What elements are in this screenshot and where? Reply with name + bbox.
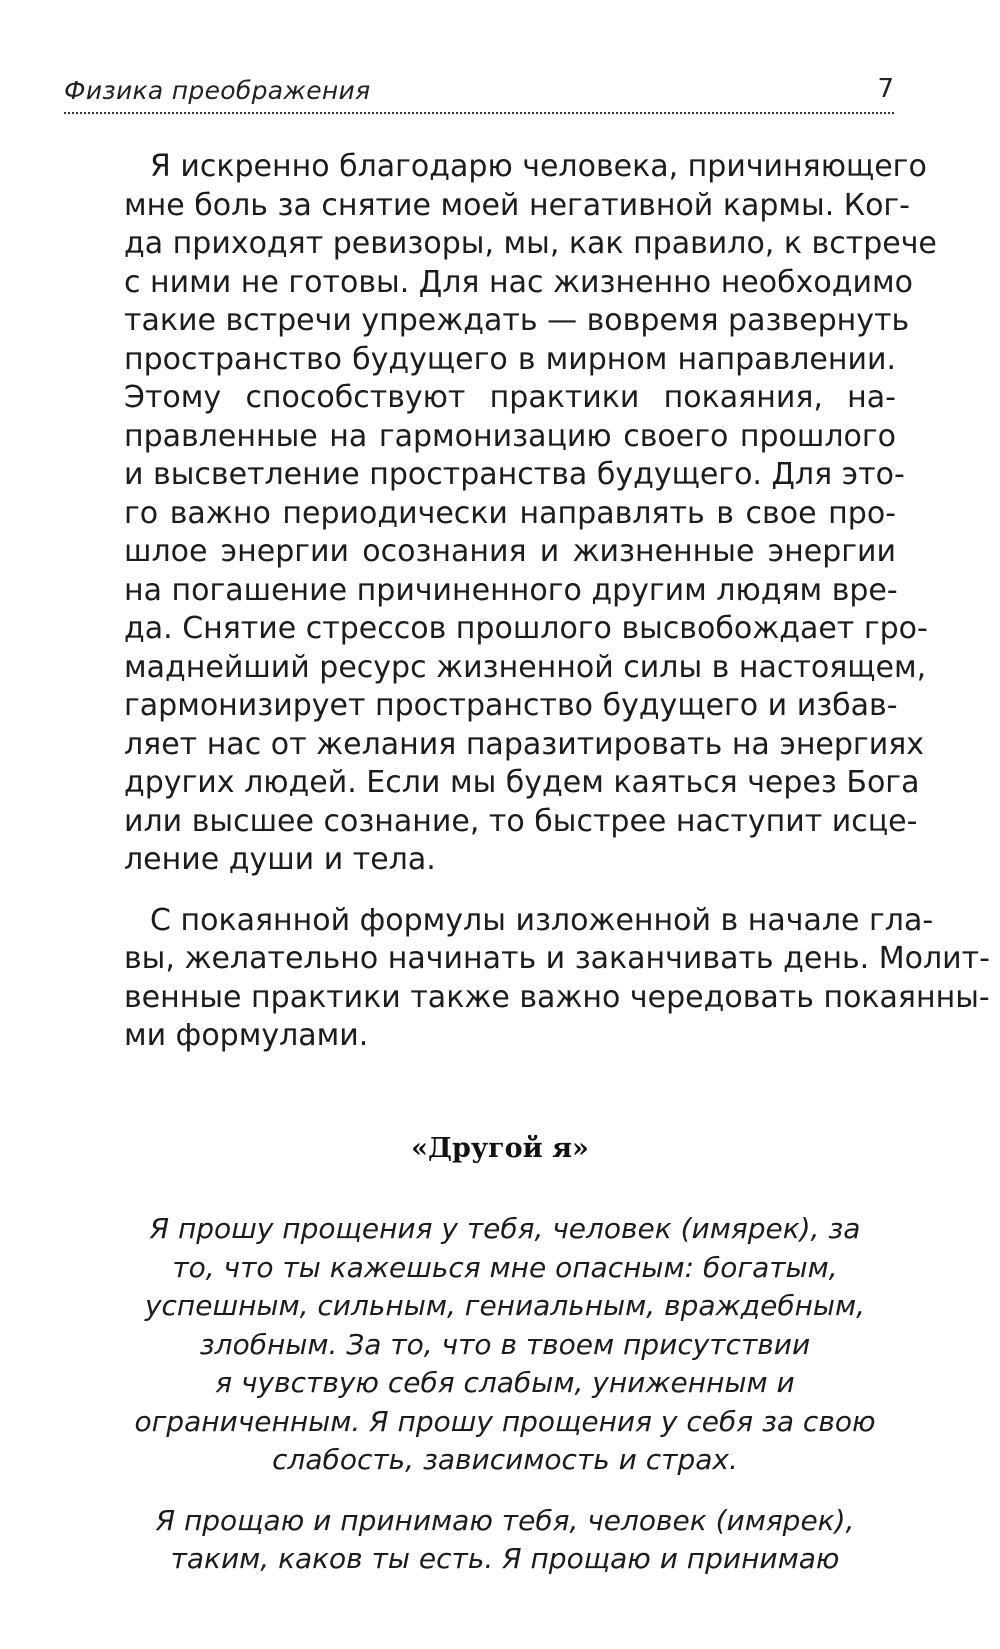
text-line: правленные на гармонизацию своего прошлого xyxy=(124,418,896,454)
text-line: других людей. Если мы будем каяться через Бога xyxy=(124,765,920,800)
paragraph-2 xyxy=(124,902,990,1056)
section-title: «Другой я» xyxy=(411,1133,589,1164)
text-line: С покаянной формулы изложенной в начале гла- xyxy=(150,902,934,938)
prayer-line: я чувствую себя слабым, униженным и xyxy=(215,1366,795,1399)
text-line: маднейший ресурс жизненной силы в настоящем, xyxy=(124,649,927,685)
prayer-line: слабость, зависимость и страх. xyxy=(272,1443,738,1476)
prayer-line: злобным. За то, что в твоем присутствии xyxy=(199,1327,811,1361)
text-line: на погашение причиненного другим людям вре- xyxy=(124,572,898,608)
text-line: ляет нас от желания паразитировать на энергиях xyxy=(124,726,924,762)
text-line: с ними не готовы. Для нас жизненно необходимо xyxy=(124,264,913,300)
text-line: такие встречи упреждать — вовремя развернуть xyxy=(124,303,910,338)
text-line: или высшее сознание, то быстрее наступит исце- xyxy=(124,803,918,839)
text-line: да приходят ревизоры, мы, как правило, к встрече xyxy=(124,226,937,261)
page-number: 7 xyxy=(877,74,894,104)
paragraph-1 xyxy=(124,148,937,880)
prayer-line: таким, каков ты есть. Я прощаю и принимаю xyxy=(170,1542,840,1575)
text-line: гармонизирует пространство будущего и избав- xyxy=(124,688,898,723)
prayer-line: то, что ты кажешься мне опасным: богатым, xyxy=(172,1250,838,1284)
prayer-stanza-2 xyxy=(100,1502,910,1579)
text-line: шлое энергии осознания и жизненные энергии xyxy=(124,534,896,569)
body-text xyxy=(124,148,990,1056)
running-title: Физика преображения xyxy=(64,76,371,105)
text-line: Я искренно благодарю человека, причиняющего xyxy=(150,149,927,184)
prayer-line: ограниченным. Я прошу прощения у себя за свою xyxy=(134,1404,876,1438)
prayer-line: Я прошу прощения у тебя, человек (имярек), за xyxy=(149,1212,861,1245)
text-line: пространство будущего в мирном направлении. xyxy=(124,341,896,377)
text-line: да. Снятие стрессов прошлого высвобождает гро- xyxy=(124,611,928,646)
running-header xyxy=(64,72,894,114)
prayer-line: успешным, сильным, гениальным, враждебным, xyxy=(144,1289,866,1322)
text-line: мне боль за снятие моей негативной кармы. Ког- xyxy=(124,187,911,223)
text-line: и высветление пространства будущего. Для это- xyxy=(124,457,905,492)
text-line: Этому способствуют практики покаяния, на- xyxy=(124,380,896,415)
prayer-text xyxy=(100,1210,910,1579)
text-line: ление души и тела. xyxy=(124,842,436,877)
prayer-stanza-1 xyxy=(100,1210,910,1480)
prayer-line: Я прощаю и принимаю тебя, человек (имярек), xyxy=(155,1503,855,1537)
text-line: вы, желательно начинать и заканчивать день. Молит- xyxy=(124,941,990,976)
stanza-gap xyxy=(100,1480,910,1502)
text-line: венные практики также важно чередовать покаянны- xyxy=(124,979,990,1015)
text-line: го важно периодически направлять в свое про- xyxy=(124,495,896,531)
text-line: ми формулами. xyxy=(124,1018,369,1053)
